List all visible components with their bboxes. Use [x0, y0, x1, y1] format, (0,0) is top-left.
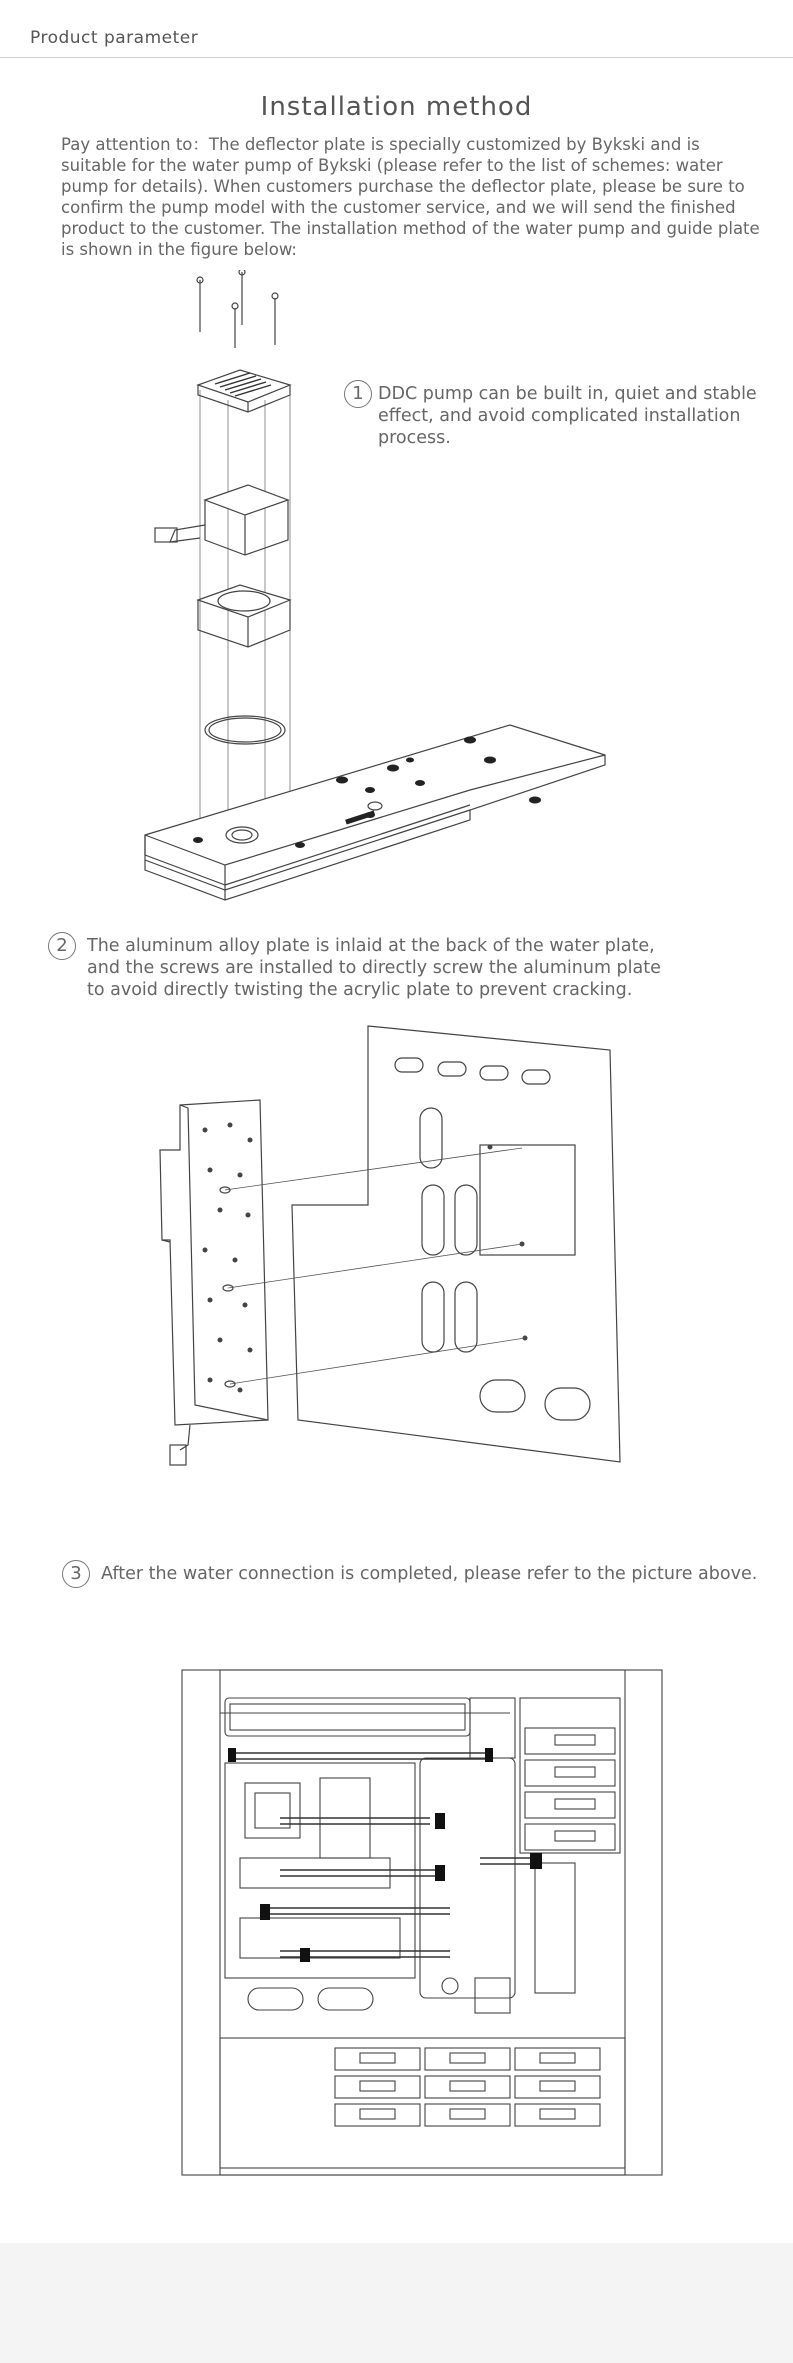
intro-paragraph: Pay attention to：The deflector plate is specially customized by Bykski and is suitable for the water pump of Bykski (please refer to the list of schemes: water pump for details). When customers purchase the deflector plate, please be sure to confirm the pump model with the customer service, and we will send the finished product to the customer. The installation method of the water pump and guide plate is shown in the figure below:	[61, 135, 760, 259]
page-header	[0, 0, 793, 58]
footer-band	[0, 2243, 793, 2363]
step-3-text: After the water connection is completed, please refer to the picture above.	[101, 1564, 758, 1584]
header-title: Product parameter	[30, 28, 199, 48]
pc-case-diagram	[180, 1668, 665, 2178]
step-1-number: 1	[344, 380, 372, 408]
section-title: Installation method	[260, 92, 533, 122]
screws	[197, 270, 278, 348]
step-3-number: 3	[62, 1560, 90, 1588]
pump-exploded-diagram	[130, 270, 610, 920]
step-2-text: The aluminum alloy plate is inlaid at the back of the water plate, and the screws are installed to directly screw the aluminum plate to avoid directly twisting the acrylic plate to prevent cracking.	[87, 936, 661, 1000]
step-2-number: 2	[48, 932, 76, 960]
aluminum-plate-diagram	[150, 1020, 630, 1500]
step-1-text: DDC pump can be built in, quiet and stable effect, and avoid complicated installation process.	[378, 384, 757, 448]
